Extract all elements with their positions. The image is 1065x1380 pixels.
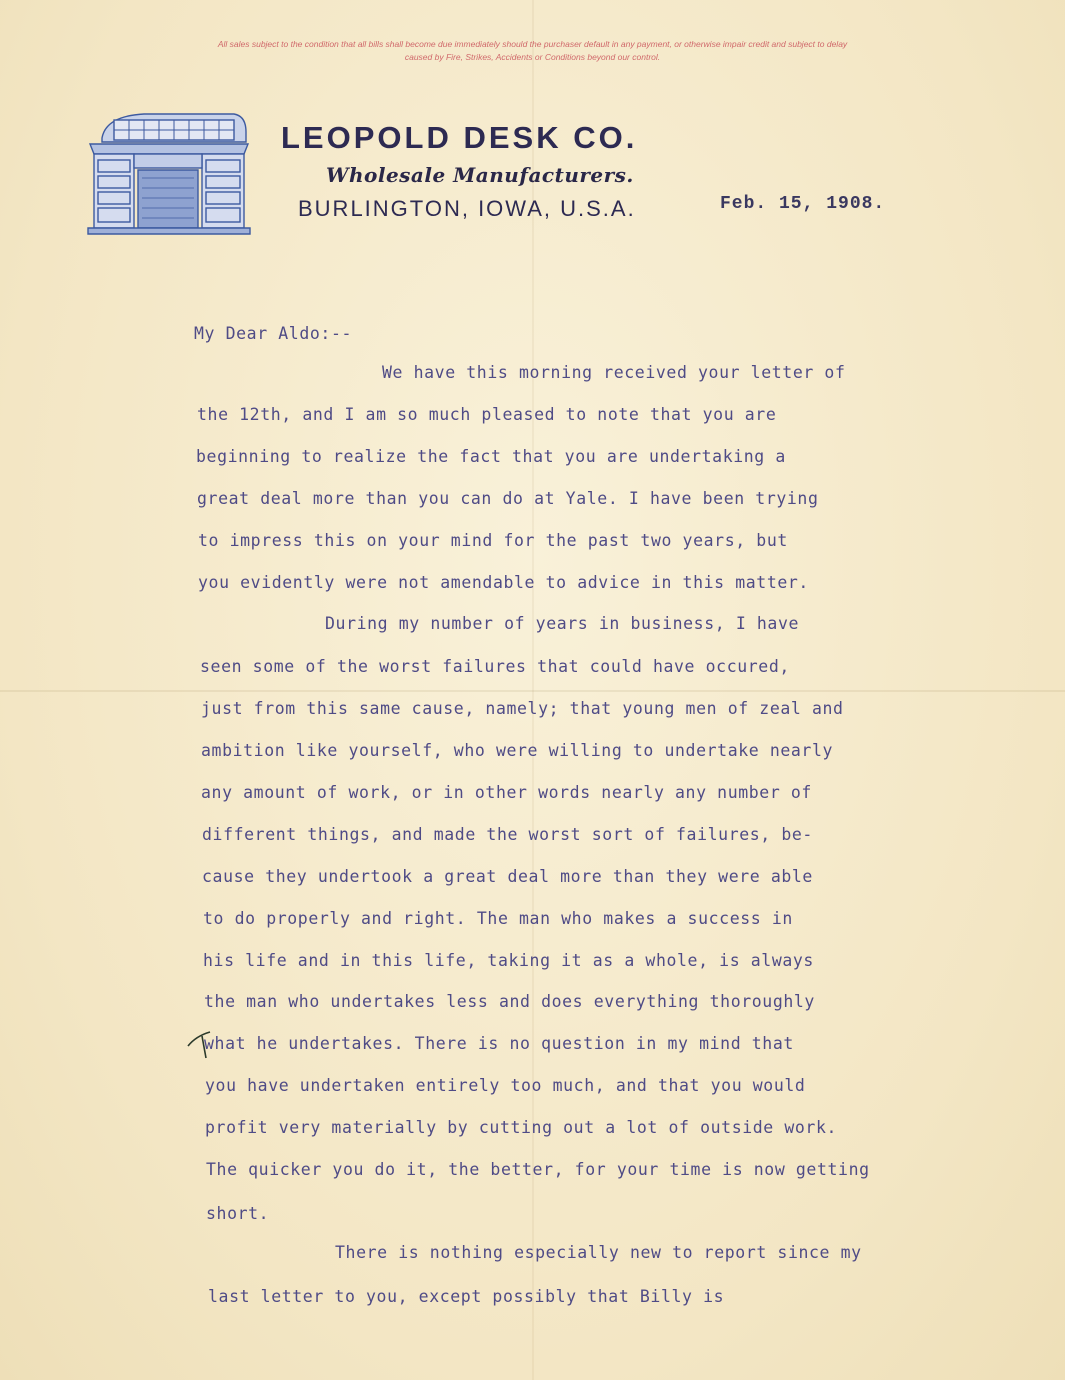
terms-disclaimer (60, 38, 1005, 64)
body-line: cause they undertook a great deal more than they were able (202, 867, 813, 886)
body-line: to do properly and right. The man who makes a success in (203, 909, 793, 928)
body-line: We have this morning received your letter of (382, 363, 846, 382)
disclaimer-line-1: All sales subject to the condition that all bills shall become due immediately should the purchaser default in any payment, or otherwise impair credit and subject to delay (217, 39, 848, 49)
body-line: beginning to realize the fact that you are undertaking a (196, 447, 786, 466)
company-address: BURLINGTON, IOWA, U.S.A. (298, 196, 636, 221)
body-line: great deal more than you can do at Yale. I have been trying (197, 489, 819, 508)
disclaimer-line-2: caused by Fire, Strikes, Accidents or Conditions beyond our control. (404, 52, 661, 62)
body-line: just from this same cause, namely; that young men of zeal and (201, 699, 844, 718)
body-line: seen some of the worst failures that could have occured, (200, 657, 790, 676)
body-line: different things, and made the worst sort of failures, be- (202, 825, 813, 844)
handwritten-correction-mark (186, 1028, 220, 1062)
body-line: what he undertakes. There is no question in my mind that (204, 1034, 794, 1053)
roll-top-desk-icon (84, 108, 252, 236)
body-line: last letter to you, except possibly that Billy is (208, 1287, 725, 1306)
body-line: During my number of years in business, I have (325, 614, 800, 633)
body-line: the 12th, and I am so much pleased to note that you are (197, 405, 777, 424)
body-line: you evidently were not amendable to advice in this matter. (198, 573, 809, 592)
body-line: to impress this on your mind for the past two years, but (198, 531, 788, 550)
body-line: the man who undertakes less and does everything thoroughly (204, 992, 815, 1011)
body-line: ambition like yourself, who were willing to undertake nearly (201, 741, 834, 760)
body-line: There is nothing especially new to report since my (335, 1243, 862, 1262)
body-line: short. (206, 1204, 270, 1223)
company-name: LEOPOLD DESK CO. (281, 120, 638, 155)
body-line: you have undertaken entirely too much, and that you would (205, 1076, 806, 1095)
body-line: profit very materially by cutting out a lot of outside work. (205, 1118, 838, 1137)
body-line: his life and in this life, taking it as a whole, is always (203, 951, 814, 970)
body-line: any amount of work, or in other words nearly any number of (201, 783, 812, 802)
salutation: My Dear Aldo:-- (194, 324, 353, 343)
letter-date: Feb. 15, 1908. (720, 194, 886, 214)
body-line: The quicker you do it, the better, for your time is now getting (206, 1160, 870, 1179)
company-tagline: Wholesale Manufacturers. (326, 163, 634, 187)
